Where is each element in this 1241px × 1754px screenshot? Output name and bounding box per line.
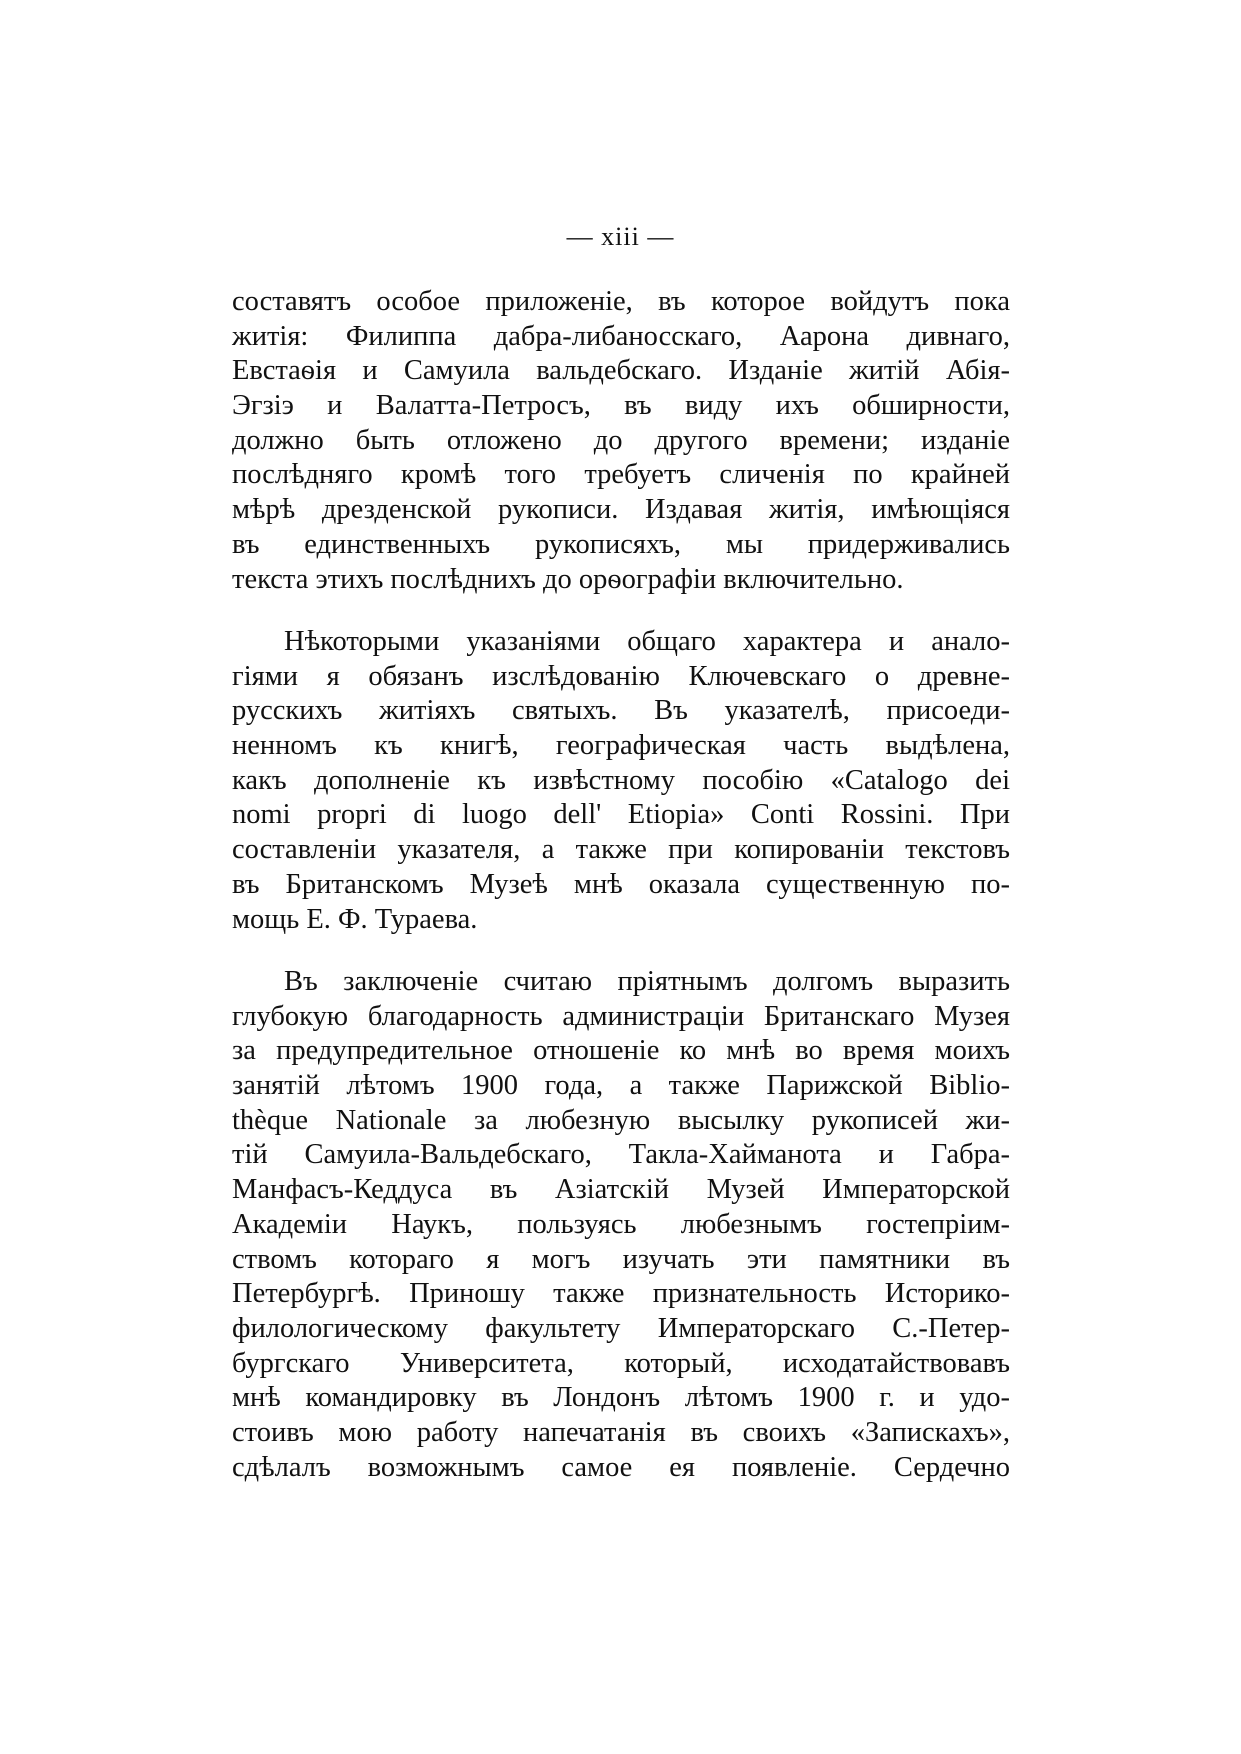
text-line: занятій лѣтомъ 1900 года, а также Парижской Biblio-: [232, 1070, 1010, 1102]
text-line: составятъ особое приложеніе, въ которое войдутъ пока: [232, 286, 1010, 317]
text-line: должно быть отложено до другого времени; изданіе: [232, 424, 1010, 456]
paragraph-2: [232, 625, 1010, 937]
text-line: мощь Е. Ф. Тураева.: [232, 903, 478, 935]
page-number: — xiii —: [566, 222, 675, 251]
text-line: nomi propri di luogo dell' Etiopia» Conti Rossini. При: [232, 799, 1010, 831]
text-line: глубокую благодарность администраціи Британскаго Музея: [232, 1000, 1010, 1032]
text-line: мнѣ командировку въ Лондонъ лѣтомъ 1900 г. и удо-: [232, 1382, 1010, 1414]
text-line: Эгзіэ и Валатта-Петросъ, въ виду ихъ обширности,: [232, 390, 1010, 422]
text-line: ствомъ котораго я могъ изучать эти памятники въ: [232, 1243, 1010, 1275]
text-line: ненномъ къ книгѣ, географическая часть выдѣлена,: [232, 730, 1010, 762]
text-line: Петербургѣ. Приношу также признательность Историко-: [232, 1278, 1010, 1310]
text-line: мѣрѣ дрезденской рукописи. Издавая житія, имѣющіяся: [232, 494, 1010, 526]
text-line: Евстаѳія и Самуила вальдебскаго. Изданіе житій Абія-: [232, 355, 1010, 387]
text-line: бургскаго Университета, который, исходатайствовавъ: [232, 1347, 1010, 1379]
text-line: составленіи указателя, а также при копированіи текстовъ: [232, 834, 1010, 866]
text-line: Въ заключеніе считаю пріятнымъ долгомъ выразить: [284, 966, 1010, 997]
text-line: филологическому факультету Императорскаго С.-Петер-: [232, 1312, 1010, 1344]
text-line: thèque Nationale за любезную высылку рукописей жи-: [232, 1104, 1010, 1136]
text-line: какъ дополненіе къ извѣстному пособію «Catalogo dei: [232, 764, 1010, 796]
text-line: гіями я обязанъ изслѣдованію Ключевскаго о древне-: [232, 660, 1010, 692]
text-line: текста этихъ послѣднихъ до орѳографіи включительно.: [232, 563, 904, 595]
text-line: житія: Филиппа дабра-либаносскаго, Аарона дивнаго,: [232, 320, 1010, 352]
text-line: русскихъ житіяхъ святыхъ. Въ указателѣ, присоеди-: [232, 695, 1010, 727]
text-line: Нѣкоторыми указаніями общаго характера и анало-: [284, 626, 1010, 657]
text-line: Академіи Наукъ, пользуясь любезнымъ гостепріим-: [232, 1208, 1010, 1240]
text-line: за предупредительное отношеніе ко мнѣ во время моихъ: [232, 1035, 1010, 1067]
text-line: сдѣлалъ возможнымъ самое ея появленіе. Сердечно: [232, 1451, 1010, 1483]
text-line: въ Британскомъ Музеѣ мнѣ оказала существенную по-: [232, 868, 1010, 900]
text-line: въ единственныхъ рукописяхъ, мы придерживались: [232, 528, 1010, 560]
text-line: послѣдняго кромѣ того требуетъ сличенія по крайней: [232, 459, 1010, 491]
paragraph-3: [232, 965, 1010, 1485]
paragraph-1: [232, 285, 1010, 597]
text-line: стоивъ мою работу напечатанія въ своихъ «Запискахъ»,: [232, 1416, 1010, 1448]
text-line: тій Самуила-Вальдебскаго, Такла-Хайманота и Габра-: [232, 1139, 1010, 1171]
text-line: Манфасъ-Кеддуса въ Азіатскій Музей Императорской: [232, 1174, 1010, 1206]
